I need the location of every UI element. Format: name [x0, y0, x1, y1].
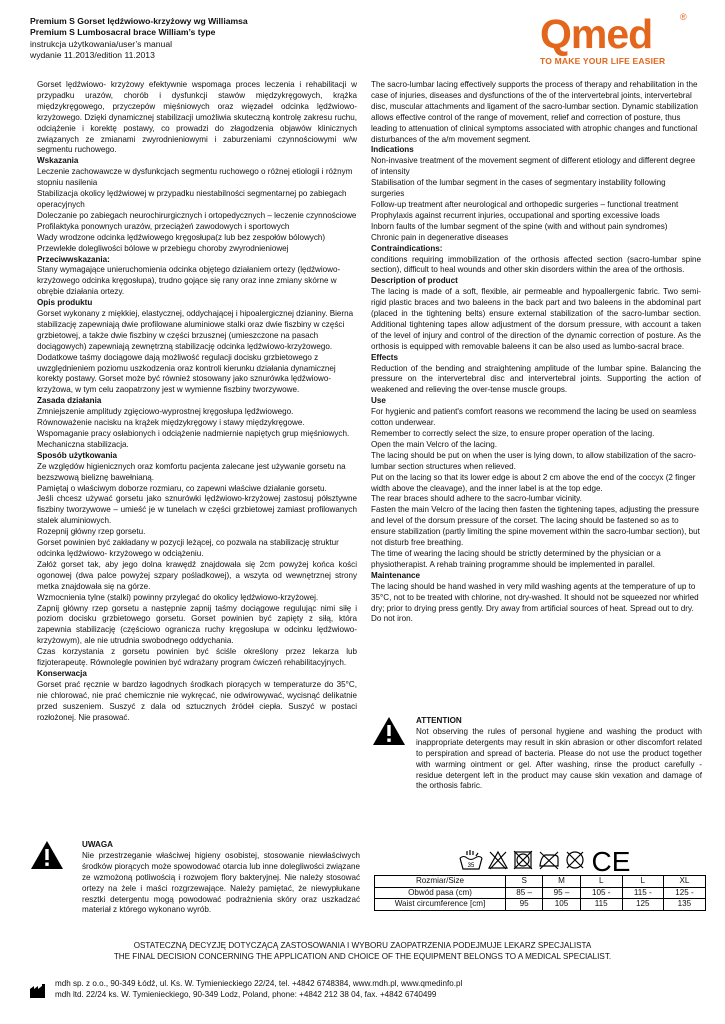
- usage-item: Rozepnij główny rzep gorsetu.: [37, 527, 146, 537]
- usage-item: Załóż gorset tak, aby jego dolna krawędź znajdowała się 2cm powyżej końca kości ogonowej (dwa palce powyżej szpary pośladkowej), a wszyta od wewnętrznej strony metka znajdowała się na górze.: [37, 559, 357, 591]
- use-item: For hygienic and patient's comfort reasons we recommend the lacing be used on seamless cotton underwear.: [371, 407, 697, 428]
- use-item: The rear braces should adhere to the sacro-lumbar vicinity.: [371, 494, 582, 504]
- contraindications-heading-en: Contraindications:: [371, 243, 443, 253]
- qmed-logo: [540, 11, 700, 66]
- indication-item: Leczenie zachowawcze w dysfunkcjach segmentu ruchowego o różnej etiologii i różnym stopniu nasilenia: [37, 167, 353, 188]
- warning-heading-en: ATTENTION: [416, 716, 462, 725]
- indication-item: Profilaktyka ponownych urazów, przeciążeń zawodowych i sportowych: [37, 221, 290, 231]
- warning-heading-pl: UWAGA: [82, 840, 114, 849]
- registered-mark: ®: [680, 12, 687, 22]
- effects-en: Reduction of the bending and straightening amplitude of the lumbar spine. Balancing the pressure on the intervertebral disc and intervertebral joints. Supporting the action of weakened and relieving the over-tense muscle groups.: [371, 363, 701, 395]
- care-heading-pl: Konserwacja: [37, 668, 87, 678]
- warning-box-en: [372, 716, 702, 792]
- usage-item: Czas korzystania z gorsetu powinien być ściśle określony przez lekarza lub fizjoterapeutę. Równolegle powinien być wdrażany program ćwiczeń rehabilitacyjnych.: [37, 647, 357, 668]
- indication-item: Chronic pain in degenerative diseases: [371, 232, 509, 242]
- manufacturer-icon: [30, 984, 46, 998]
- manufacturer-address: [55, 978, 462, 1000]
- table-cell: 115 -: [622, 887, 663, 899]
- contraindications-en: conditions requiring immobilization of the orthosis affected section (sacro-lumbar spine section), difficult to heal wounds and other skin disorders within the area of the orthosis.: [371, 254, 701, 275]
- document-header: [30, 16, 470, 61]
- indication-item: Doleczanie po zabiegach neurochirurgicznych i ortopedycznych – leczenie czynnościowe: [37, 210, 357, 220]
- table-header-row: [375, 876, 706, 888]
- table-cell: 95 –: [543, 887, 580, 899]
- care-pl: Gorset prać ręcznie w bardzo łagodnych środkach piorących w temperaturze do 35°C, nie chlorować, nie prać chemicznie nie wykręcać, nie odwirowywać, wycisnąć delikatnie przed suszeniem. Suszyć z dala od sztucznych źródeł ciepła. Suszyć w postaci rozłożonej. Nie prasować.: [37, 679, 357, 722]
- use-item: Remember to correctly select the size, to ensure proper operation of the lacing.: [371, 429, 655, 438]
- effects-heading-en: Effects: [371, 352, 398, 362]
- usage-heading-pl: Sposób użytkowania: [37, 450, 118, 460]
- warning-text-pl: Nie przestrzeganie właściwej higieny osobistej, stosowanie niewłaściwych środków piorących może spowodować otarcia lub inne dolegliwości związane ze wzmożoną potliwością i rozwojem flory bakteryjnej. Nie należy stosować ortezy na żele i maści rozgrzewające. Należy pamiętać, że niewypłukane resztki detergentu mogą powodować podrażnienia skóry oraz uszkadzać materiał z którego wykonano wyrób.: [82, 850, 360, 915]
- indications-heading-pl: Wskazania: [37, 156, 79, 166]
- address-en: mdh ltd. 22/24 ks. W. Tymienieckiego, 90-349 Lodz, Poland, phone: +4842 212 38 04, fax. +4842 6740499: [55, 990, 437, 999]
- table-cell: 125 -: [663, 887, 705, 899]
- english-column: [371, 80, 701, 625]
- warning-text-en: Not observing the rules of personal hygiene and washing the product with inappropriate detergents may result in skin abrasion or other discomfort related to perspiration and spread of bacteria. Please do not use the product together with warming ointment or gel. After washing, rinse the product carefully - residue detergent left in the product may cause skin vexation and damage of the orthosis fabric.: [416, 726, 702, 791]
- table-cell: 105: [543, 899, 580, 911]
- table-header-cell: XL: [663, 876, 705, 888]
- use-item: Open the main Velcro of the lacing.: [371, 439, 497, 449]
- description-heading-en: Description of product: [371, 276, 458, 286]
- logo-word: Qmed: [540, 11, 653, 57]
- indication-item: Przewlekłe dolegliwości bólowe w przebiegu choroby zwyrodnieniowej: [37, 243, 289, 253]
- ce-mark-label: CE: [591, 846, 631, 875]
- description-pl: Gorset wykonany z miękkiej, elastycznej, oddychającej i hipoalergicznej dzianiny. Bierna stabilizację zapewniają dwie profilowane aluminiowe stalki oraz dwie fiszbiny w części grzbietowej, a także dwie fiszbiny w części brzusznej (umieszczone na pasach dociągowych) zapewniają zewnętrzną stabilizację odcinka lędźwiowo-krzyżowego. Dodatkowe taśmy dociągowe dają możliwość regulacji docisku grzbietowego z uwzględnieniem poziomu uszkodzenia oraz kontroli kierunku działania dynamicznej korekty postawy. Gorset może być również stosowany jako sznurówka lędźwiowo- krzyżowa, w tym celu zaopatrzony jest w wymienne fiszbiny tworzywowe.: [37, 309, 354, 395]
- description-heading-pl: Opis produktu: [37, 298, 93, 308]
- table-header-cell: M: [543, 876, 580, 888]
- no-bleach-icon: [487, 849, 509, 871]
- indication-item: Non-invasive treatment of the movement segment of different etiology and different degree of intensity: [371, 156, 696, 177]
- table-cell: 95: [506, 899, 543, 911]
- principle-item: Równoważenie nacisku na krążek międzykręgowy i stawy międzykręgowe.: [37, 418, 305, 428]
- table-cell: Waist circumference [cm]: [375, 899, 506, 911]
- table-cell: 125: [622, 899, 663, 911]
- disclaimer-pl: OSTATECZNĄ DECYZJĘ DOTYCZĄCĄ ZASTOSOWANIA I WYBORU ZAOPATRZENIA PODEJMUJE LEKARZ SPECJALISTA: [133, 941, 592, 950]
- title-pl: Premium S Gorset lędźwiowo-krzyżowy wg Williamsa: [30, 16, 248, 26]
- indication-item: Stabilizacja okolicy lędźwiowej w przypadku niestabilności segmentarnej po zabiegach operacyjnych: [37, 189, 347, 209]
- usage-item: Zapnij główny rzep gorsetu a następnie zapnij taśmy dociągowe regulując nimi siłę i poziom docisku grzbietowego gorsetu. Gorset powinien być zapięty z siłą, która zapewnia stabilizację (częściowo ogranicza ruchy kręgosłupa w odcinku lędźwiowo-krzyżowym), ale nie utrudnia swobodnego oddychania.: [37, 603, 357, 646]
- manual-subtitle: instrukcja użytkowania/user’s manual: [30, 38, 173, 49]
- indication-item: Wady wrodzone odcinka lędźwiowego kręgosłupa(z lub bez zespołów bólowych): [37, 232, 326, 242]
- principle-item: Zmniejszenie amplitudy zgięciowo-wyprostnej kręgosłupa lędźwiowego.: [37, 407, 294, 417]
- principle-item: Wspomaganie pracy osłabionych i odciążenie nadmiernie napiętych grup mięśniowych.: [37, 429, 350, 438]
- maintenance-heading-en: Maintenance: [371, 570, 421, 580]
- usage-item: Gorset powinien być zakładany w pozycji leżącej, co pozwala na stabilizację struktur odcinka lędźwiowo- krzyżowego w odciążeniu.: [37, 538, 339, 558]
- wash-temp-label: 35: [467, 863, 475, 869]
- maintenance-en: The lacing should be hand washed in very mild washing agents at the temperature of up to 35°C, not to be treated with chlorine, not dry-washed. It should not be squeezed nor whirled dry; prior to drying press gently. Dry away from artificial sources of heat. Spread out to dry. Do not iron.: [371, 581, 699, 624]
- care-symbols: [458, 845, 633, 875]
- indication-item: Prophylaxis against recurrent injuries, occupational and sporting excessive loads: [371, 210, 660, 220]
- principle-item: Mechaniczna stabilizacja.: [37, 439, 129, 449]
- title-en: Premium S Lumbosacral brace William’s type: [30, 27, 216, 38]
- size-table: [374, 875, 706, 911]
- table-cell: 105 -: [580, 887, 622, 899]
- polish-column: [37, 80, 357, 723]
- table-header-cell: L: [622, 876, 663, 888]
- ce-mark-icon: [589, 845, 633, 875]
- table-row: [375, 887, 706, 899]
- principle-heading-pl: Zasada działania: [37, 396, 102, 406]
- logo-tagline: TO MAKE YOUR LIFE EASIER: [540, 56, 666, 66]
- no-tumble-dry-icon: [512, 849, 534, 871]
- table-header-cell: S: [506, 876, 543, 888]
- usage-item: Pamiętaj o właściwym doborze rozmiaru, co zapewni właściwe działanie gorsetu.: [37, 483, 327, 493]
- table-cell: 115: [580, 899, 622, 911]
- usage-item: Wzmocnienia tylne (stalki) powinny przylegać do okolicy lędźwiowo-krzyżowej.: [37, 592, 319, 602]
- footer-disclaimer: [0, 940, 725, 962]
- indication-item: Stabilisation of the lumbar segment in the cases of segmentary instability following surgeries: [371, 178, 666, 199]
- table-cell: Obwód pasa (cm): [375, 887, 506, 899]
- indication-item: Follow-up treatment after neurological and orthopedic surgeries – functional treatment: [371, 199, 679, 209]
- usage-item: Jeśli chcesz używać gorsetu jako sznurówki lędźwiowo-krzyżowej zastosuj półsztywne fiszbiny tworzywowe – umieść je w tunelach w części grzbietowej zamiast profilowanych stalek aluminiowych.: [37, 494, 357, 526]
- intro-en: The sacro-lumbar lacing effectively supports the process of therapy and rehabilitation in the case of injuries, diseases and dysfunctions of the of the intervertebral joints, intervertebral disc, muscular attachments and ligament of the sacro-lumbar section. Dynamic stabilization allows effective control of the range of movement, relief and correction of posture, thus leading to attenuation of clinical symptoms associated with atrophic changes and functional disturbances of the a/m movement segment.: [371, 80, 699, 144]
- warning-triangle-icon: [30, 840, 64, 870]
- disclaimer-en: THE FINAL DECISION CONCERNING THE APPLICATION AND CHOICE OF THE EQUIPMENT BELONGS TO A MEDICAL SPECIALIST.: [113, 952, 612, 961]
- no-iron-icon: [537, 849, 561, 871]
- edition-label: wydanie 11.2013/edition 11.2013: [30, 49, 155, 60]
- usage-item: Ze względów higienicznych oraz komfortu pacjenta zalecane jest używanie gorsetu na bezszwową bieliznę bawełnianą.: [37, 461, 346, 482]
- description-en: The lacing is made of a soft, flexible, air permeable and hypoallergenic fabric. Two semi-rigid plastic braces and two baleens in the back part and two baleens in the abdominal part (placed in the tightening belts) ensure external stabilization of the sacro-lumbar section. Additional tightening tapes allow adjustment of the dorsum pressure, with account a taken of the level of injury and control of the direction of the dynamic correction of posture. As the orthosis is equipped with removable baleens it can be also used as lumbo-sacral brace.: [371, 287, 701, 351]
- table-header-cell: Rozmiar/Size: [375, 876, 506, 888]
- no-dry-clean-icon: [564, 849, 586, 871]
- use-item: The time of wearing the lacing should be strictly determined by the physician or a physiotherapist. A rehab training programme should be implemented in parallel.: [371, 548, 661, 569]
- contraindications-pl: Stany wymagające unieruchomienia odcinka objętego działaniem ortezy (lędźwiowo- krzyżowego odcinka kręgosłupa), trudno gojące się rany oraz inne zmiany skórne w obrębie działania ortezy.: [37, 265, 341, 297]
- indication-item: Inborn faults of the lumbar segment of the spine (with and without pain syndromes): [371, 221, 668, 231]
- use-item: Put on the lacing so that its lower edge is about 2 cm above the end of the coccyx (2 finger width above the cleavage), and the inner label is at the top edge.: [371, 472, 696, 493]
- use-item: Fasten the main Velcro of the lacing then fasten the tightening tapes, adjusting the pressure and level of the dorsum pressure of the corset. The lacing should be fastened so as to ensure stabilization (partly limiting the spine movement within the sacro-lumbar section), but not disturb free breathing.: [371, 505, 700, 548]
- use-heading-en: Use: [371, 396, 386, 406]
- use-item: The lacing should be put on when the user is lying down, to allow stabilization of the sacro-lumbar section structures when relieved.: [371, 450, 696, 471]
- hand-wash-icon: [458, 849, 484, 871]
- warning-box-pl: [30, 840, 360, 916]
- address-pl: mdh sp. z o.o., 90-349 Łódź, ul. Ks. W. Tymienieckiego 22/24, tel. +4842 6748384, www.mdh.pl, www.qmedinfo.pl: [55, 979, 463, 988]
- intro-pl: Gorset lędźwiowo- krzyżowy efektywnie wspomaga proces leczenia i rehabilitacji w przypadku urazów, chorób i dysfunkcji stawów międzykręgowych, krążka międzykręgowego, przyczepów mięśniowych oraz więzadeł odcinka lędźwiowo-krzyżowego. Dzięki dynamicznej stabilizacji umożliwia skuteczną kontrolę zakresu ruchu, odciążenie i korektę postawy, co prowadzi do złagodzenia objawów klinicznych związanych ze zmianami zwyrodnieniowymi i zaburzeniami czynnościowymi w/w segmentu ruchowego.: [37, 80, 357, 155]
- table-row: [375, 899, 706, 911]
- table-cell: 135: [663, 899, 705, 911]
- table-cell: 85 –: [506, 887, 543, 899]
- indications-heading-en: Indications: [371, 145, 414, 155]
- table-header-cell: L: [580, 876, 622, 888]
- contraindications-heading-pl: Przeciwwskazania:: [37, 254, 110, 264]
- warning-triangle-icon: [372, 716, 406, 746]
